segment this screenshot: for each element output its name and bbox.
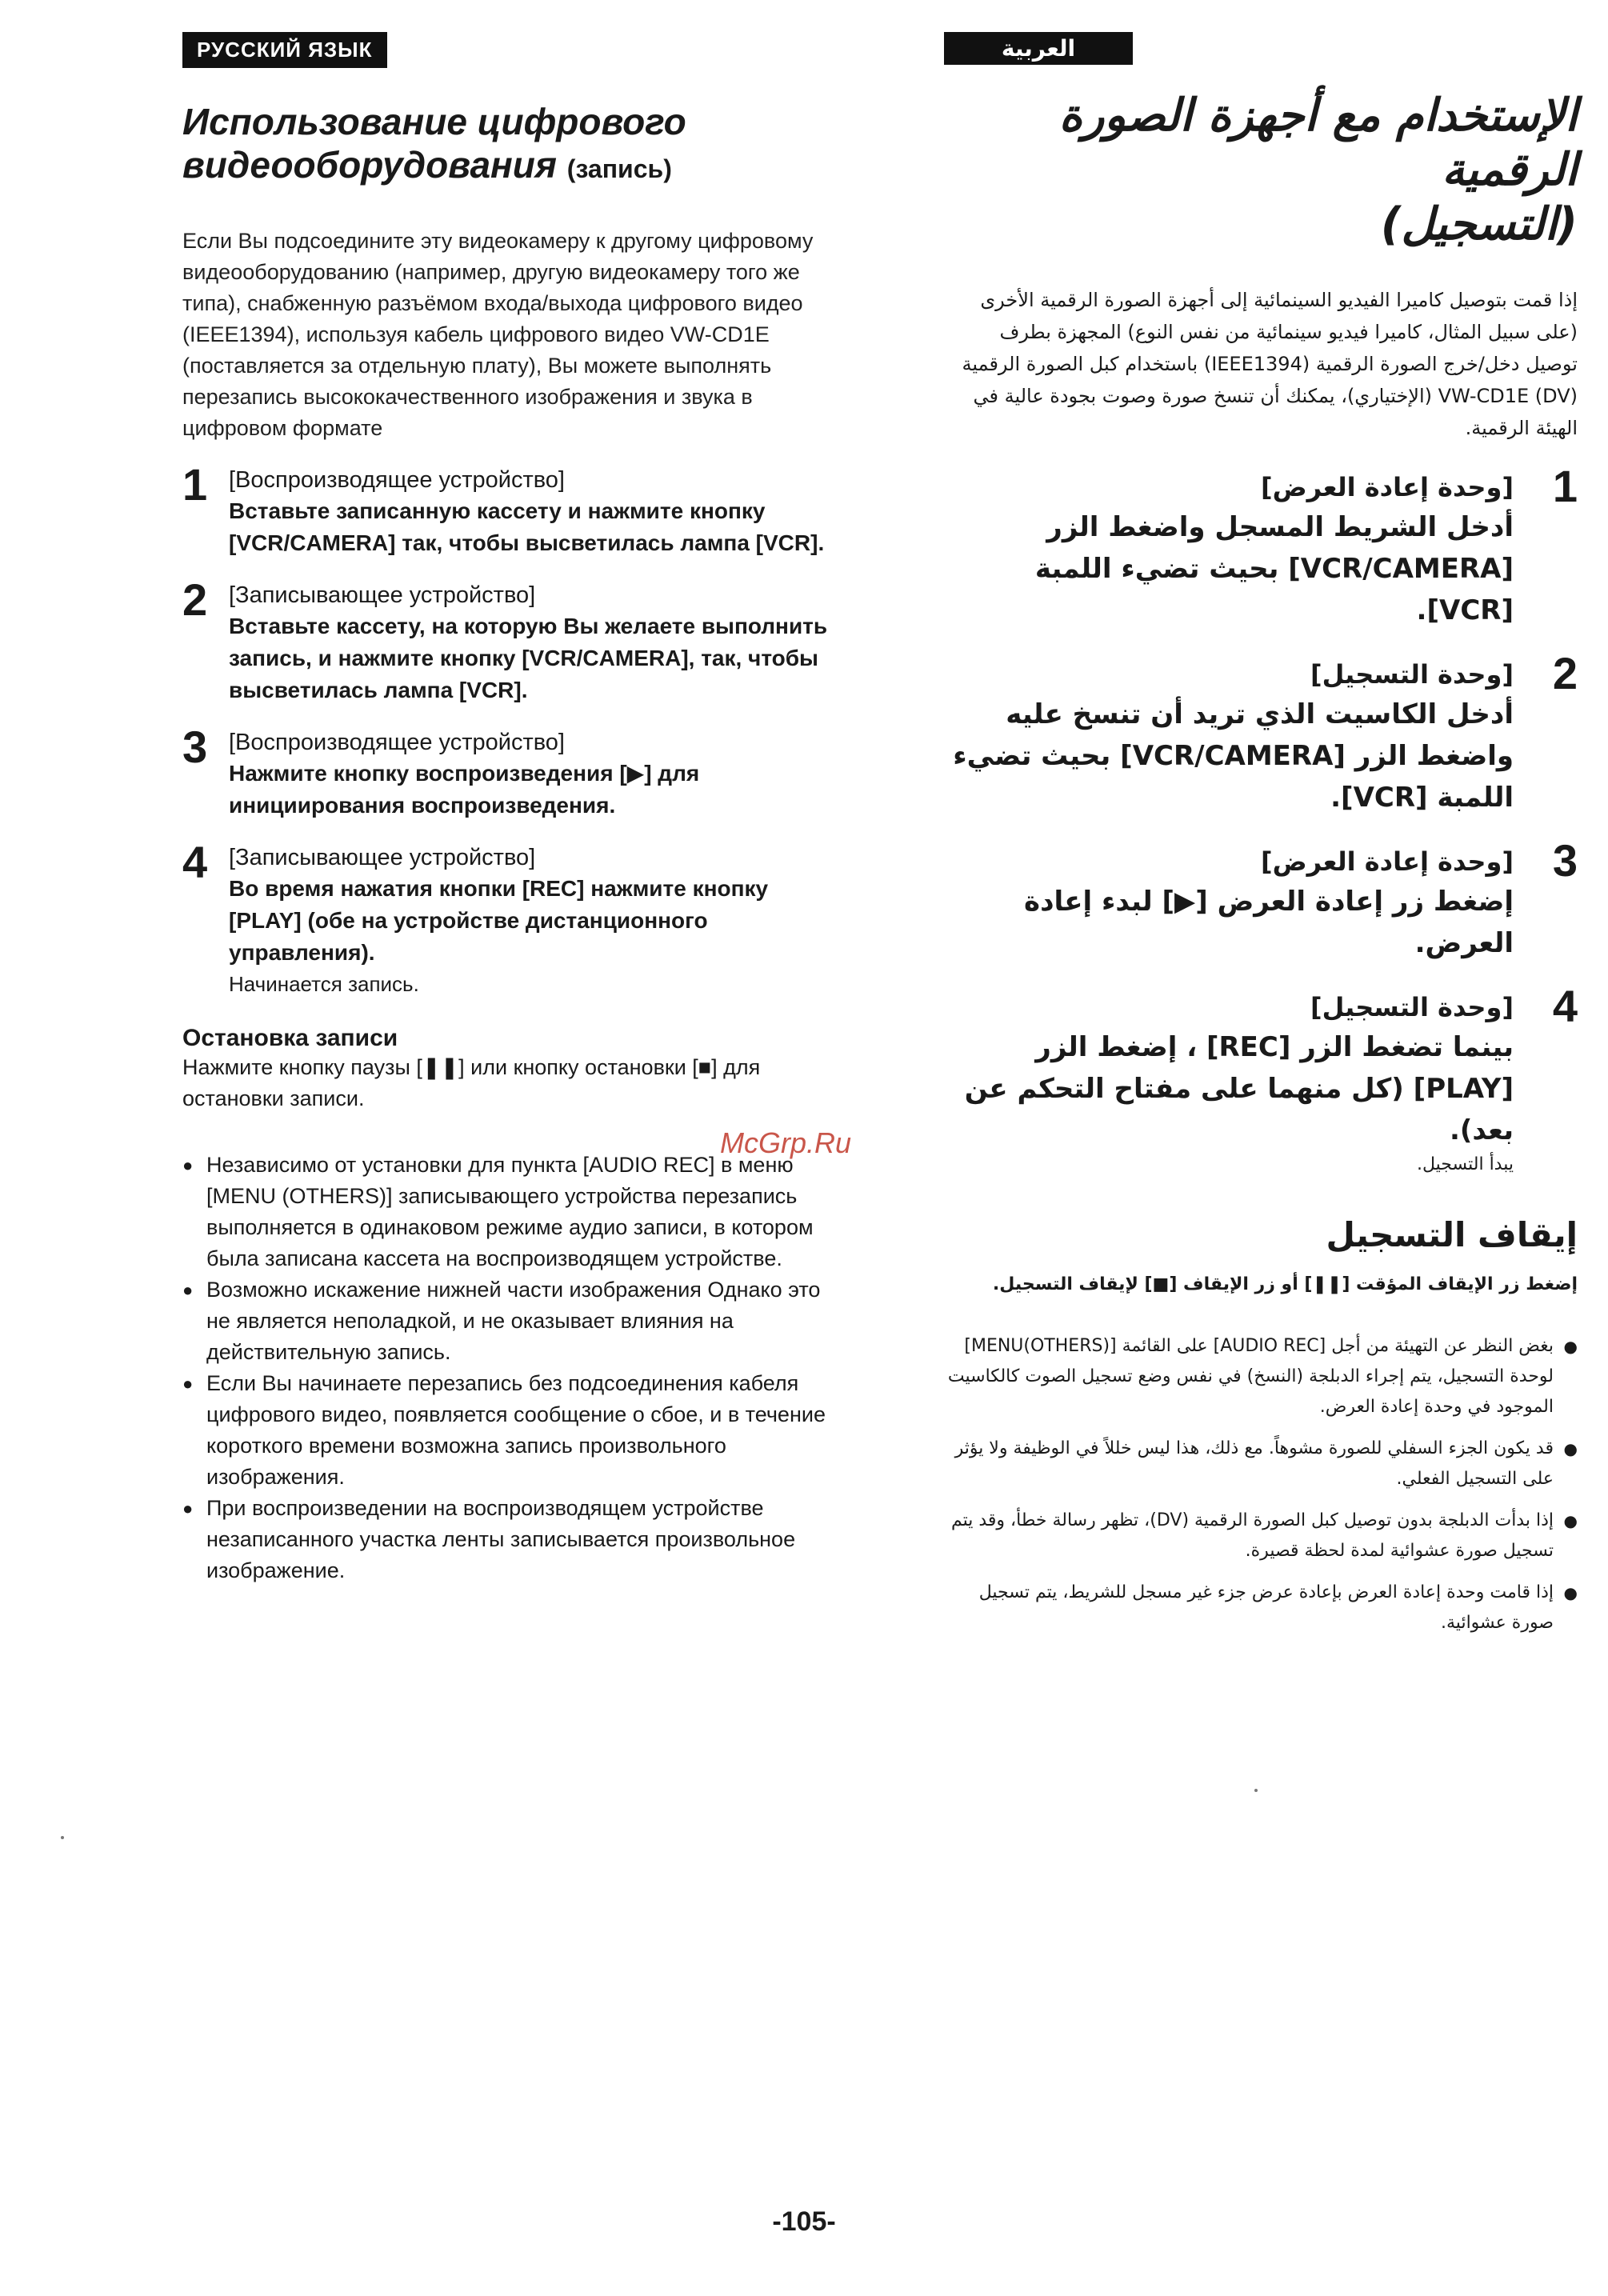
arabic-column (944, 32, 1578, 1650)
step-heading: [وحدة إعادة العرض] (1260, 472, 1514, 502)
list-item (182, 1493, 846, 1586)
title-line-1: Использование цифрового (182, 101, 686, 142)
step-number: 2 (182, 574, 208, 625)
list-item (944, 1331, 1578, 1422)
step-heading: [وحدة التسجيل] (1310, 992, 1514, 1022)
scan-speck (61, 1836, 64, 1839)
step-note: Начинается запись. (229, 972, 419, 996)
stop-recording-text: Нажмите кнопку паузы [❚❚] или кнопку остановки [■] для остановки записи. (182, 1055, 761, 1110)
bullet-icon: ● (182, 1155, 194, 1175)
step-heading: [وحدة إعادة العرض] (1260, 846, 1514, 877)
note-text: قد يكون الجزء السفلي للصورة مشوهاً. مع ذلك، هذا ليس خللاً في الوظيفة ولا يؤثر على التسجيل الفعلي. (954, 1438, 1554, 1489)
stop-recording-text: إضغط زر الإيقاف المؤقت [❚❚] أو زر الإيقاف [■] لإيقاف التسجيل. (992, 1274, 1578, 1294)
step-3 (182, 722, 846, 822)
step-number: 1 (1552, 461, 1578, 511)
step-number: 3 (182, 722, 208, 772)
russian-column (182, 32, 846, 1586)
step-1 (944, 461, 1578, 631)
step-heading: [Воспроизводящее устройство] (229, 730, 565, 755)
list-item (944, 1578, 1578, 1638)
step-3 (944, 835, 1578, 964)
step-instruction: إضغط زر إعادة العرض [▶] لبدء إعادة العرض. (1024, 886, 1514, 959)
page-number: -105- (772, 2206, 836, 2237)
note-text: Независимо от установки для пункта [AUDIO REC] в меню [MENU (OTHERS)] записывающего устройства перезапись выполняется в одинаковом режиме аудио записи, в котором была записана кассета на воспроизводящем устройстве. (206, 1153, 814, 1270)
step-instruction: بينما تضغط الزر [REC] ، إضغط الزر [PLAY] (كل منهما على مفتاح التحكم عن بعد). (964, 1031, 1514, 1146)
step-instruction: Вставьте кассету, на которую Вы желаете выполнить запись, и нажмите кнопку [VCR/CAMERA], так, чтобы высветилась лампа [VCR]. (229, 614, 828, 702)
stop-recording-heading: Остановка записи (182, 1025, 398, 1051)
note-text: بغض النظر عن التهيئة من أجل [AUDIO REC] على القائمة [MENU(OTHERS)] لوحدة التسجيل، يتم إجراء الدبلجة (النسخ) في نفس وضع تسجيل الصوت كالكاسيت الموجود في وحدة إعادة العرض. (947, 1336, 1554, 1417)
title-line-2-main: видеооборудования (182, 144, 557, 186)
notes-list (182, 1150, 846, 1586)
note-text: Возможно искажение нижней части изображения Однако это не является неполадкой, и не оказывает влияния на действительную запись. (206, 1278, 821, 1364)
step-number: 1 (182, 459, 208, 510)
note-text: Если Вы начинаете перезапись без подсоединения кабеля цифрового видео, появляется сообщение о сбое, и в течение короткого времени возможна запись произвольного изображения. (206, 1371, 826, 1489)
step-number: 2 (1552, 648, 1578, 698)
note-text: إذا بدأت الدبلجة بدون توصيل كبل الصورة الرقمية (DV)، تظهر رسالة خطأ، وقد يتم تسجيل صورة عشوائية لمدة لحظة قصيرة. (950, 1510, 1554, 1561)
page-title-russian (182, 100, 846, 190)
step-instruction: أدخل الكاسيت الذي تريد أن تنسخ عليه واضغط الزر [VCR/CAMERA] بحيث تضيء اللمبة [VCR]. (953, 698, 1514, 814)
list-item (944, 1506, 1578, 1566)
list-item (182, 1368, 846, 1493)
step-heading: [Записывающее устройство] (229, 582, 536, 608)
bullet-icon: ● (182, 1280, 194, 1300)
bullet-icon: ● (182, 1498, 194, 1518)
step-number: 4 (182, 837, 208, 887)
list-item (182, 1274, 846, 1368)
watermark: McGrp.Ru (720, 1126, 852, 1159)
title-line-2: الرقمية (1442, 144, 1578, 196)
step-instruction: Нажмите кнопку воспроизведения [▶] для инициирования воспроизведения. (229, 761, 700, 818)
language-tab-arabic: العربية (944, 32, 1133, 65)
step-instruction: Вставьте записанную кассету и нажмите кнопку [VCR/CAMERA] так, чтобы высветилась лампа [VCR]. (229, 498, 825, 555)
step-4 (944, 981, 1578, 1178)
step-heading: [Воспроизводящее устройство] (229, 467, 565, 493)
note-text: إذا قامت وحدة إعادة العرض بإعادة عرض جزء غير مسجل للشريط، يتم تسجيل صورة عشوائية. (978, 1582, 1554, 1633)
bullet-icon: ● (1563, 1583, 1578, 1602)
page-title-arabic (944, 89, 1578, 252)
stop-recording-heading: إيقاف التسجيل (1326, 1215, 1578, 1254)
step-heading: [وحدة التسجيل] (1310, 659, 1514, 690)
intro-paragraph: Если Вы подсоедините эту видеокамеру к другому цифровому видеооборудованию (например, другую видеокамеру того же типа), снабженную разъёмом входа/выхода цифрового видео (IEEE1394), используя кабель цифрового видео VW-CD1E (поставляется за отдельную плату), Вы можете выполнять перезапись высококачественного изображения и звука в цифровом формате (182, 229, 814, 440)
step-2 (182, 574, 846, 706)
note-text: При воспроизведении на воспроизводящем устройстве незаписанного участка ленты записывается произвольное изображение. (206, 1496, 796, 1582)
language-tab-russian: РУССКИЙ ЯЗЫК (182, 32, 387, 68)
list-item (944, 1434, 1578, 1494)
intro-paragraph: إذا قمت بتوصيل كاميرا الفيديو السينمائية إلى أجهزة الصورة الرقمية الأخرى (على سبيل المثال، كاميرا فيديو سينمائية من نفس النوع) المجهزة بطرف توصيل دخل/خرج الصورة الرقمية (IEEE1394) باستخدام كبل الصورة الرقمية VW-CD1E (DV) (الإختياري)، يمكنك أن تنسخ صورة وصوت بجودة عالية في الهيئة الرقمية. (962, 289, 1578, 439)
bullet-icon: ● (1563, 1337, 1578, 1356)
bullet-icon: ● (182, 1374, 194, 1394)
bullet-icon: ● (1563, 1511, 1578, 1530)
list-item (182, 1150, 846, 1274)
step-1 (182, 459, 846, 559)
step-note: يبدأ التسجيل. (1417, 1154, 1514, 1174)
step-heading: [Записывающее устройство] (229, 845, 536, 870)
step-instruction: Во время нажатия кнопки [REC] нажмите кнопку [PLAY] (обе на устройстве дистанционного управления). (229, 876, 769, 965)
title-suffix: (запись) (566, 154, 672, 183)
bullet-icon: ● (1563, 1439, 1578, 1458)
step-number: 3 (1552, 835, 1578, 886)
step-4 (182, 837, 846, 999)
scan-speck (1254, 1789, 1258, 1792)
step-number: 4 (1552, 981, 1578, 1031)
step-instruction: أدخل الشريط المسجل واضغط الزر [VCR/CAMERA] بحيث تضيء اللمبة [VCR]. (1034, 511, 1514, 626)
title-line-2 (182, 143, 846, 190)
notes-list (944, 1331, 1578, 1638)
step-2 (944, 648, 1578, 818)
title-line-1: الإستخدام مع أجهزة الصورة (1058, 90, 1578, 142)
title-line-3: (التسجيل) (1380, 198, 1578, 250)
